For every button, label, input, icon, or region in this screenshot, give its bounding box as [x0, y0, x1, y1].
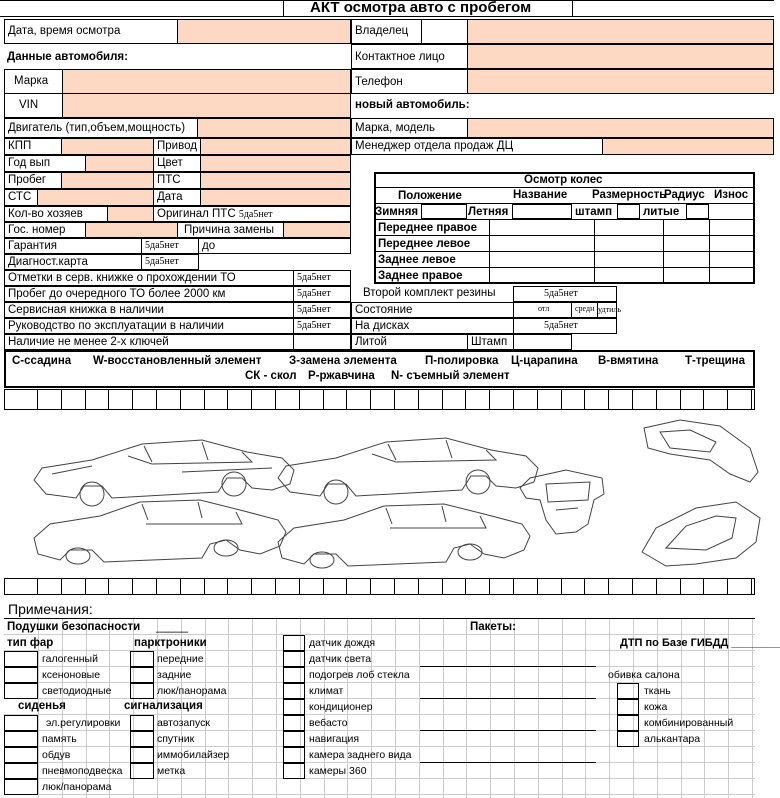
- reg-number-label: Гос. номер: [4, 222, 86, 238]
- grid-separator: [442, 578, 443, 595]
- checkbox[interactable]: [130, 731, 154, 747]
- option-label: автозапуск: [157, 717, 210, 729]
- grid-line: [228, 618, 229, 798]
- two-keys-label: Наличие не менее 2-х ключей: [4, 334, 294, 350]
- manual-label: Руководство по эксплуатации в наличии: [4, 318, 294, 334]
- mileage-label: Пробег: [4, 172, 62, 189]
- option-label: иммобилайзер: [157, 749, 230, 761]
- warranty-until: до: [198, 238, 351, 254]
- grid-separator: [751, 578, 752, 595]
- service-marks-yesno[interactable]: 5да5нет: [293, 270, 351, 286]
- wheels-row: Заднее правое: [378, 270, 463, 282]
- option-label: люк/панорама: [157, 685, 227, 697]
- wheels-position-header: Положение: [398, 190, 462, 202]
- grid-line: [4, 682, 755, 683]
- checkbox[interactable]: [283, 635, 305, 651]
- option-label: алькантара: [644, 733, 701, 745]
- grid-separator: [418, 578, 419, 595]
- option-label: метка: [157, 765, 186, 777]
- checkbox[interactable]: [617, 715, 639, 731]
- option-label: ткань: [644, 685, 671, 697]
- grid-line: [4, 778, 755, 779]
- grid-separator: [537, 578, 538, 595]
- date-field[interactable]: [200, 189, 351, 206]
- year-field[interactable]: [85, 155, 154, 172]
- checkbox[interactable]: [617, 699, 639, 715]
- phone-label: Телефон: [351, 69, 468, 94]
- alloy-rims-label: Литой: [351, 334, 468, 350]
- owners-field[interactable]: [107, 206, 154, 222]
- checkbox[interactable]: [130, 683, 154, 699]
- wheels-summer: Летняя: [468, 206, 509, 218]
- gearbox-field[interactable]: [61, 138, 154, 155]
- option-label: кондиционер: [309, 701, 373, 713]
- wheels-row: Заднее левое: [378, 254, 456, 266]
- owner-label: Владелец: [351, 19, 422, 44]
- wheels-alloy: литые: [643, 206, 680, 218]
- option-label: спутник: [157, 733, 195, 745]
- option-label: навигация: [309, 733, 360, 745]
- option-label: пневмоподвеска: [42, 765, 123, 777]
- grid-separator: [656, 389, 657, 410]
- condition-satisfactory[interactable]: удтиль: [597, 302, 617, 318]
- reg-number-field[interactable]: [85, 222, 178, 238]
- option-label: вебасто: [309, 717, 348, 729]
- option-label: камера заднего вида: [309, 749, 412, 761]
- seats-heading: сиденья: [18, 700, 66, 712]
- orig-pts-label: [153, 206, 351, 222]
- grid-separator: [61, 389, 62, 410]
- service-book-yesno[interactable]: 5да5нет: [293, 302, 351, 318]
- make-model-field[interactable]: [467, 118, 774, 138]
- replace-reason-label: Причина замены: [177, 222, 284, 238]
- wheels-stamped-box[interactable]: [617, 204, 640, 219]
- grid-line: [490, 618, 491, 798]
- new-car-heading: новый автомобиль:: [355, 99, 470, 111]
- checkbox[interactable]: [130, 651, 154, 667]
- checkbox[interactable]: [283, 699, 305, 715]
- date-time-label: Дата, время осмотра: [4, 19, 178, 44]
- wheels-size-header: Размерность: [592, 189, 667, 201]
- legend-item: СК - скол: [245, 370, 297, 382]
- option-label: галогенный: [42, 653, 98, 665]
- wheels-name-header: Название: [513, 189, 568, 201]
- year-label: Год вып: [4, 155, 86, 172]
- warranty-label: Гарантия: [4, 238, 142, 254]
- body-frame-top-icon: [644, 420, 758, 482]
- grid-line: [4, 746, 755, 747]
- grid-separator: [465, 578, 466, 595]
- second-set-yesno[interactable]: 5да5нет: [513, 286, 617, 302]
- option-label: эл.регулировки: [46, 717, 121, 729]
- wheels-radius-header: Радиус: [664, 189, 705, 201]
- grid-line: [466, 618, 467, 798]
- checkbox[interactable]: [283, 651, 305, 667]
- second-set-label: Второй комплект резины: [363, 287, 496, 299]
- color-label: Цвет: [153, 155, 201, 172]
- grid-separator: [418, 389, 419, 410]
- grid-separator: [299, 578, 300, 595]
- grid-separator: [323, 389, 324, 410]
- grid-separator: [275, 578, 276, 595]
- car-drawings: [4, 410, 770, 578]
- checkbox[interactable]: [4, 651, 38, 667]
- grid-separator: [442, 389, 443, 410]
- grid-separator: [227, 578, 228, 595]
- option-label: обдув: [42, 749, 71, 761]
- wheels-title: Осмотр колес: [524, 174, 603, 186]
- wheels-winter-box[interactable]: [421, 204, 467, 219]
- gearbox-label: КПП: [4, 138, 62, 155]
- grid-line: [4, 698, 755, 699]
- checkbox[interactable]: [283, 763, 305, 779]
- dtp-label: [620, 636, 780, 650]
- grid-separator: [180, 389, 181, 410]
- grid-separator: [561, 578, 562, 595]
- option-label: датчик дождя: [309, 637, 376, 649]
- checkbox[interactable]: [4, 763, 38, 779]
- grid-line: [4, 730, 755, 731]
- grid-line: [4, 762, 755, 763]
- damage-grid-bottom[interactable]: [4, 578, 755, 595]
- manager-field[interactable]: [602, 138, 774, 155]
- color-field[interactable]: [200, 155, 351, 172]
- grid-separator: [489, 389, 490, 410]
- legend-item: З-замена элемента: [289, 355, 397, 367]
- owner-mid[interactable]: [421, 19, 468, 44]
- upholstery-label: обивка салона: [608, 669, 680, 681]
- grid-line: [4, 650, 755, 651]
- grid-line: [4, 714, 755, 715]
- checkbox[interactable]: [4, 779, 38, 795]
- checkbox[interactable]: [130, 715, 154, 731]
- diag-card-yesno[interactable]: 5да5нет: [141, 254, 199, 270]
- make-model-label: Марка, модель: [351, 118, 468, 138]
- make-field[interactable]: [62, 69, 351, 94]
- grid-line: [395, 618, 396, 798]
- parktronic-heading: парктроники: [134, 637, 207, 649]
- option-label: комбинированный: [644, 717, 734, 729]
- grid-separator: [346, 578, 347, 595]
- condition-excellent[interactable]: отл: [513, 302, 572, 318]
- checkbox[interactable]: [4, 715, 38, 731]
- wheels-row: Переднее левое: [378, 238, 471, 250]
- grid-separator: [561, 389, 562, 410]
- checkbox[interactable]: [130, 747, 154, 763]
- legend-item: N- съемный элемент: [391, 370, 510, 382]
- checkbox[interactable]: [283, 731, 305, 747]
- option-label: климат: [309, 685, 344, 697]
- grid-separator: [727, 389, 728, 410]
- car-data-heading: Данные автомобиля:: [7, 51, 128, 63]
- grid-line: [514, 618, 515, 798]
- wheels-stamped: штамп: [575, 206, 613, 218]
- on-rims-yesno[interactable]: 5да5нет: [513, 318, 617, 334]
- mileage-field[interactable]: [61, 172, 154, 189]
- checkbox[interactable]: [4, 747, 38, 763]
- legend-item: П-полировка: [425, 355, 499, 367]
- option-label: передние: [157, 653, 204, 665]
- grid-separator: [346, 389, 347, 410]
- condition-medium[interactable]: средн: [571, 302, 598, 318]
- replace-reason-field[interactable]: [283, 222, 351, 238]
- wheels-summer-box[interactable]: [512, 204, 572, 219]
- grid-separator: [608, 578, 609, 595]
- checkbox[interactable]: [130, 667, 154, 683]
- grid-separator: [656, 578, 657, 595]
- notes-title: Примечания:: [8, 601, 93, 617]
- wheels-wear-header: Износ: [714, 189, 749, 201]
- manual-yesno[interactable]: 5да5нет: [293, 318, 351, 334]
- orig-pts-yesno[interactable]: 5да5нет: [238, 209, 273, 220]
- condition-label: Состояние: [351, 302, 514, 318]
- option-label: кожа: [644, 701, 668, 713]
- checkbox[interactable]: [617, 683, 639, 699]
- grid-separator: [251, 389, 252, 410]
- orig-pts-text: Оригинал ПТС: [157, 208, 236, 220]
- grid-separator: [632, 578, 633, 595]
- phone-field[interactable]: [467, 69, 774, 94]
- grid-separator: [751, 389, 752, 410]
- grid-separator: [584, 578, 585, 595]
- date-label: Дата: [153, 189, 201, 206]
- grid-separator: [727, 578, 728, 595]
- date-time-field[interactable]: [177, 19, 351, 44]
- grid-line: [276, 618, 277, 798]
- grid-line: [609, 618, 610, 798]
- grid-line: [538, 618, 539, 798]
- checkbox[interactable]: [617, 731, 639, 747]
- on-rims-label: На дисках: [351, 318, 514, 334]
- next-to-yesno[interactable]: 5да5нет: [293, 286, 351, 302]
- pts-label: ПТС: [153, 172, 201, 189]
- stamped-rims-label: Штамп: [467, 334, 514, 350]
- two-keys-field[interactable]: [293, 334, 351, 350]
- option-label: светодиодные: [42, 685, 112, 697]
- service-marks-label: Отметки в серв. книжке о прохождении ТО: [4, 270, 294, 286]
- checkbox[interactable]: [130, 763, 154, 779]
- grid-separator: [680, 578, 681, 595]
- legend-item: В-вмятина: [598, 355, 659, 367]
- grid-separator: [370, 389, 371, 410]
- legend-item: С-ссадина: [12, 355, 72, 367]
- option-label: задние: [157, 669, 192, 681]
- car-three-quarter-icon: [34, 500, 286, 564]
- alarm-heading: сигнализация: [124, 700, 203, 712]
- dtp-text: ДТП по Базе ГИБДД: [620, 637, 729, 649]
- engine-field[interactable]: [197, 118, 351, 138]
- grid-separator: [156, 389, 157, 410]
- grid-separator: [537, 389, 538, 410]
- engine-label: Двигатель (тип,объем,мощность): [4, 118, 198, 138]
- grid-separator: [180, 578, 181, 595]
- grid-separator: [108, 578, 109, 595]
- sts-label: СТС: [4, 189, 38, 206]
- grid-separator: [703, 389, 704, 410]
- grid-line: [252, 618, 253, 798]
- grid-separator: [37, 578, 38, 595]
- grid-separator: [632, 389, 633, 410]
- option-label: датчик света: [309, 653, 372, 665]
- vin-label: VIN: [4, 93, 63, 118]
- checkbox[interactable]: [4, 731, 38, 747]
- checkbox[interactable]: [4, 667, 38, 683]
- grid-separator: [680, 389, 681, 410]
- grid-separator: [37, 389, 38, 410]
- next-to-label: Пробег до очередного ТО более 2000 км: [4, 286, 294, 302]
- legend-item: Р-ржавчина: [308, 370, 375, 382]
- grid-separator: [703, 578, 704, 595]
- page-title: АКТ осмотра авто с пробегом: [310, 0, 532, 16]
- grid-separator: [394, 389, 395, 410]
- grid-separator: [132, 389, 133, 410]
- grid-separator: [85, 389, 86, 410]
- grid-separator: [489, 578, 490, 595]
- grid-separator: [608, 389, 609, 410]
- option-label: ксеноновые: [42, 669, 101, 681]
- contact-field[interactable]: [467, 44, 774, 69]
- grid-line: [4, 794, 755, 795]
- grid-line: [562, 618, 563, 798]
- grid-line: [443, 618, 444, 798]
- grid-separator: [204, 578, 205, 595]
- grid-line: [585, 618, 586, 798]
- option-label: люк/панорама: [42, 781, 112, 793]
- drive-field[interactable]: [200, 138, 351, 155]
- radiator-frame-icon: [520, 470, 604, 534]
- owner-field[interactable]: [467, 19, 774, 44]
- body-frame-bottom-icon: [642, 502, 760, 566]
- legend-item: Т-трещина: [685, 355, 746, 367]
- grid-separator: [275, 389, 276, 410]
- grid-separator: [370, 578, 371, 595]
- checkbox[interactable]: [283, 715, 305, 731]
- wheels-row: Переднее правое: [378, 222, 478, 234]
- grid-separator: [251, 578, 252, 595]
- grid-separator: [513, 578, 514, 595]
- grid-separator: [465, 389, 466, 410]
- damage-grid-top[interactable]: [4, 389, 755, 410]
- airbags-label: Подушки безопасности: [7, 621, 141, 633]
- make-label: Марка: [4, 69, 63, 94]
- grid-separator: [394, 578, 395, 595]
- wheels-alloy-box[interactable]: [686, 204, 709, 219]
- option-label: память: [42, 733, 77, 745]
- contact-label: Контактное лицо: [351, 44, 468, 69]
- grid-separator: [85, 578, 86, 595]
- grid-separator: [513, 389, 514, 410]
- checkbox[interactable]: [283, 667, 305, 683]
- pts-field[interactable]: [200, 172, 351, 189]
- manager-label: Менеджер отдела продаж ДЦ: [351, 138, 603, 155]
- diag-card-label: Диагност.карта: [4, 254, 142, 270]
- option-label: камеры 360: [309, 765, 367, 777]
- grid-separator: [227, 389, 228, 410]
- drive-label: Привод: [153, 138, 201, 155]
- checkbox[interactable]: [4, 683, 38, 699]
- headlights-heading: тип фар: [7, 637, 54, 649]
- dtp-blank[interactable]: ________: [731, 637, 780, 649]
- car-three-quarter-rear-icon: [278, 504, 530, 568]
- checkbox[interactable]: [283, 683, 305, 699]
- checkbox[interactable]: [283, 747, 305, 763]
- wheels-winter: Зимняя: [375, 206, 419, 218]
- legend-item: Ц-царапина: [511, 355, 578, 367]
- grid-separator: [584, 389, 585, 410]
- warranty-yesno[interactable]: 5да5нет: [141, 238, 199, 254]
- sts-field[interactable]: [37, 189, 154, 206]
- grid-line: [4, 666, 755, 667]
- service-book-label: Сервисная книжка в наличии: [4, 302, 294, 318]
- grid-separator: [132, 578, 133, 595]
- stamped-rims-field[interactable]: [513, 334, 572, 350]
- grid-line: [419, 618, 420, 798]
- airbags-blank[interactable]: _____: [156, 621, 188, 633]
- grid-separator: [61, 578, 62, 595]
- car-side-right-icon: [278, 438, 538, 504]
- grid-separator: [204, 389, 205, 410]
- option-label: подогрев лоб стекла: [309, 669, 410, 681]
- grid-separator: [323, 578, 324, 595]
- grid-line: [4, 634, 755, 635]
- owners-label: Кол-во хозяев: [4, 206, 108, 222]
- vin-field[interactable]: [62, 93, 351, 118]
- grid-separator: [156, 578, 157, 595]
- car-side-left-icon: [34, 440, 294, 506]
- legend-item: W-восстановленный элемент: [93, 355, 262, 367]
- packages-label: Пакеты:: [470, 621, 516, 633]
- grid-separator: [108, 389, 109, 410]
- grid-separator: [299, 389, 300, 410]
